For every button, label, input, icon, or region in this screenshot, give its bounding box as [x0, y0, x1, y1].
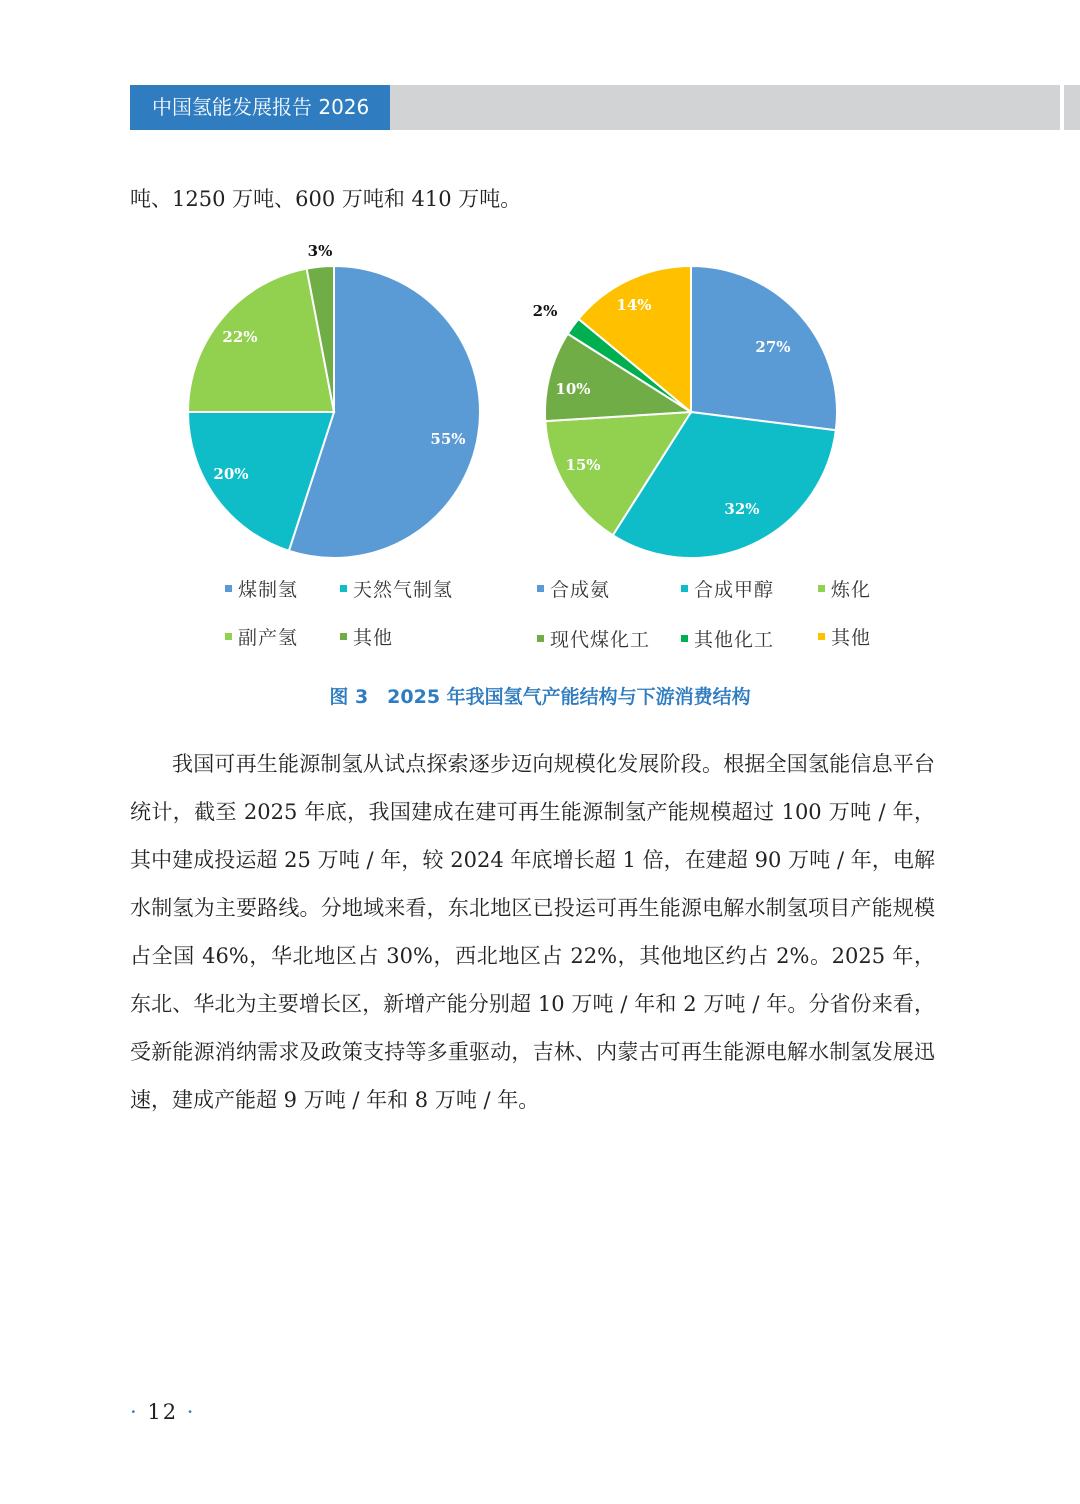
- legend2-swatch-1: [537, 585, 544, 592]
- pie1-data-label-1: 55%: [430, 430, 466, 448]
- legend1-item-2: [340, 575, 453, 602]
- pie1-data-label-4: 3%: [307, 242, 333, 260]
- pie2-data-label-3: 15%: [565, 456, 601, 474]
- pie-charts: [0, 230, 1080, 570]
- body-paragraph: 我国可再生能源制氢从试点探索逐步迈向规模化发展阶段。根据全国氢能信息平台统计，截至 2025 年底，我国建成在建可再生能源制氢产能规模超过 100 万吨 / 年，其中建成投运超 25 万吨 / 年，较 2024 年底增长超 1 倍，在建超 90 万吨 / 年，电解水制氢为主要路线。分地域来看，东北地区已投运可再生能源电解水制氢项目产能规模占全国 46%，华北地区占 30%，西北地区占 22%，其他地区约占 2%。2025 年，东北、华北为主要增长区，新增产能分别超 10 万吨 / 年和 2 万吨 / 年。分省份来看，受新能源消纳需求及政策支持等多重驱动，吉林、内蒙古可再生能源电解水制氢发展迅速，建成产能超 9 万吨 / 年和 8 万吨 / 年。: [130, 752, 935, 1112]
- legend2-swatch-2: [681, 585, 688, 592]
- legend2-item-5: [681, 625, 774, 652]
- legend1-swatch-2: [340, 585, 347, 592]
- header-title: 中国氢能发展报告 2026: [130, 85, 390, 130]
- legend2-label-3: 炼化: [831, 579, 872, 601]
- legend2-item-4: [537, 625, 650, 652]
- legend2-label-1: 合成氨: [550, 579, 611, 601]
- legend1-label-1: 煤制氢: [238, 579, 299, 601]
- legend1-label-3: 副产氢: [238, 627, 299, 649]
- legend1-swatch-4: [340, 633, 347, 640]
- legend2-label-4: 现代煤化工: [550, 629, 651, 651]
- pie2-data-label-6: 14%: [616, 296, 652, 314]
- pie2-data-label-1: 27%: [755, 338, 791, 356]
- legend1-item-4: [340, 623, 393, 650]
- header-edge: [1064, 85, 1080, 130]
- legend2-label-2: 合成甲醇: [694, 579, 775, 601]
- legend1-swatch-3: [225, 633, 232, 640]
- figure-caption: 图 3 2025 年我国氢气产能结构与下游消费结构: [329, 686, 751, 708]
- legend2-item-1: [537, 575, 610, 602]
- legend1-swatch-1: [225, 585, 232, 592]
- page-number: [130, 1400, 195, 1424]
- legend2-swatch-6: [818, 633, 825, 640]
- legend2-item-2: [681, 575, 774, 602]
- pie1-data-label-2: 20%: [213, 465, 249, 483]
- legend1-item-1: [225, 575, 298, 602]
- pie2-data-label-5: 2%: [532, 302, 558, 320]
- legend2-swatch-4: [537, 635, 544, 642]
- header-bar: [130, 85, 1060, 130]
- legend2-swatch-5: [681, 635, 688, 642]
- page-number-value: 12: [147, 1400, 179, 1424]
- pie2-data-label-4: 10%: [555, 380, 591, 398]
- legend2-label-6: 其他: [831, 627, 872, 649]
- legend2-swatch-3: [818, 585, 825, 592]
- page-dot-left: ·: [130, 1400, 139, 1424]
- page-dot-right: ·: [186, 1400, 196, 1424]
- intro-text: 吨、1250 万吨、600 万吨和 410 万吨。: [130, 187, 522, 211]
- legend1-item-3: [225, 623, 298, 650]
- legend1-label-2: 天然气制氢: [353, 579, 454, 601]
- pie1-data-label-3: 22%: [222, 328, 258, 346]
- legend2-item-6: [818, 623, 871, 650]
- legend2-item-3: [818, 575, 871, 602]
- legend2-label-5: 其他化工: [694, 629, 775, 651]
- legend1-label-4: 其他: [353, 627, 394, 649]
- pie2-data-label-2: 32%: [724, 500, 760, 518]
